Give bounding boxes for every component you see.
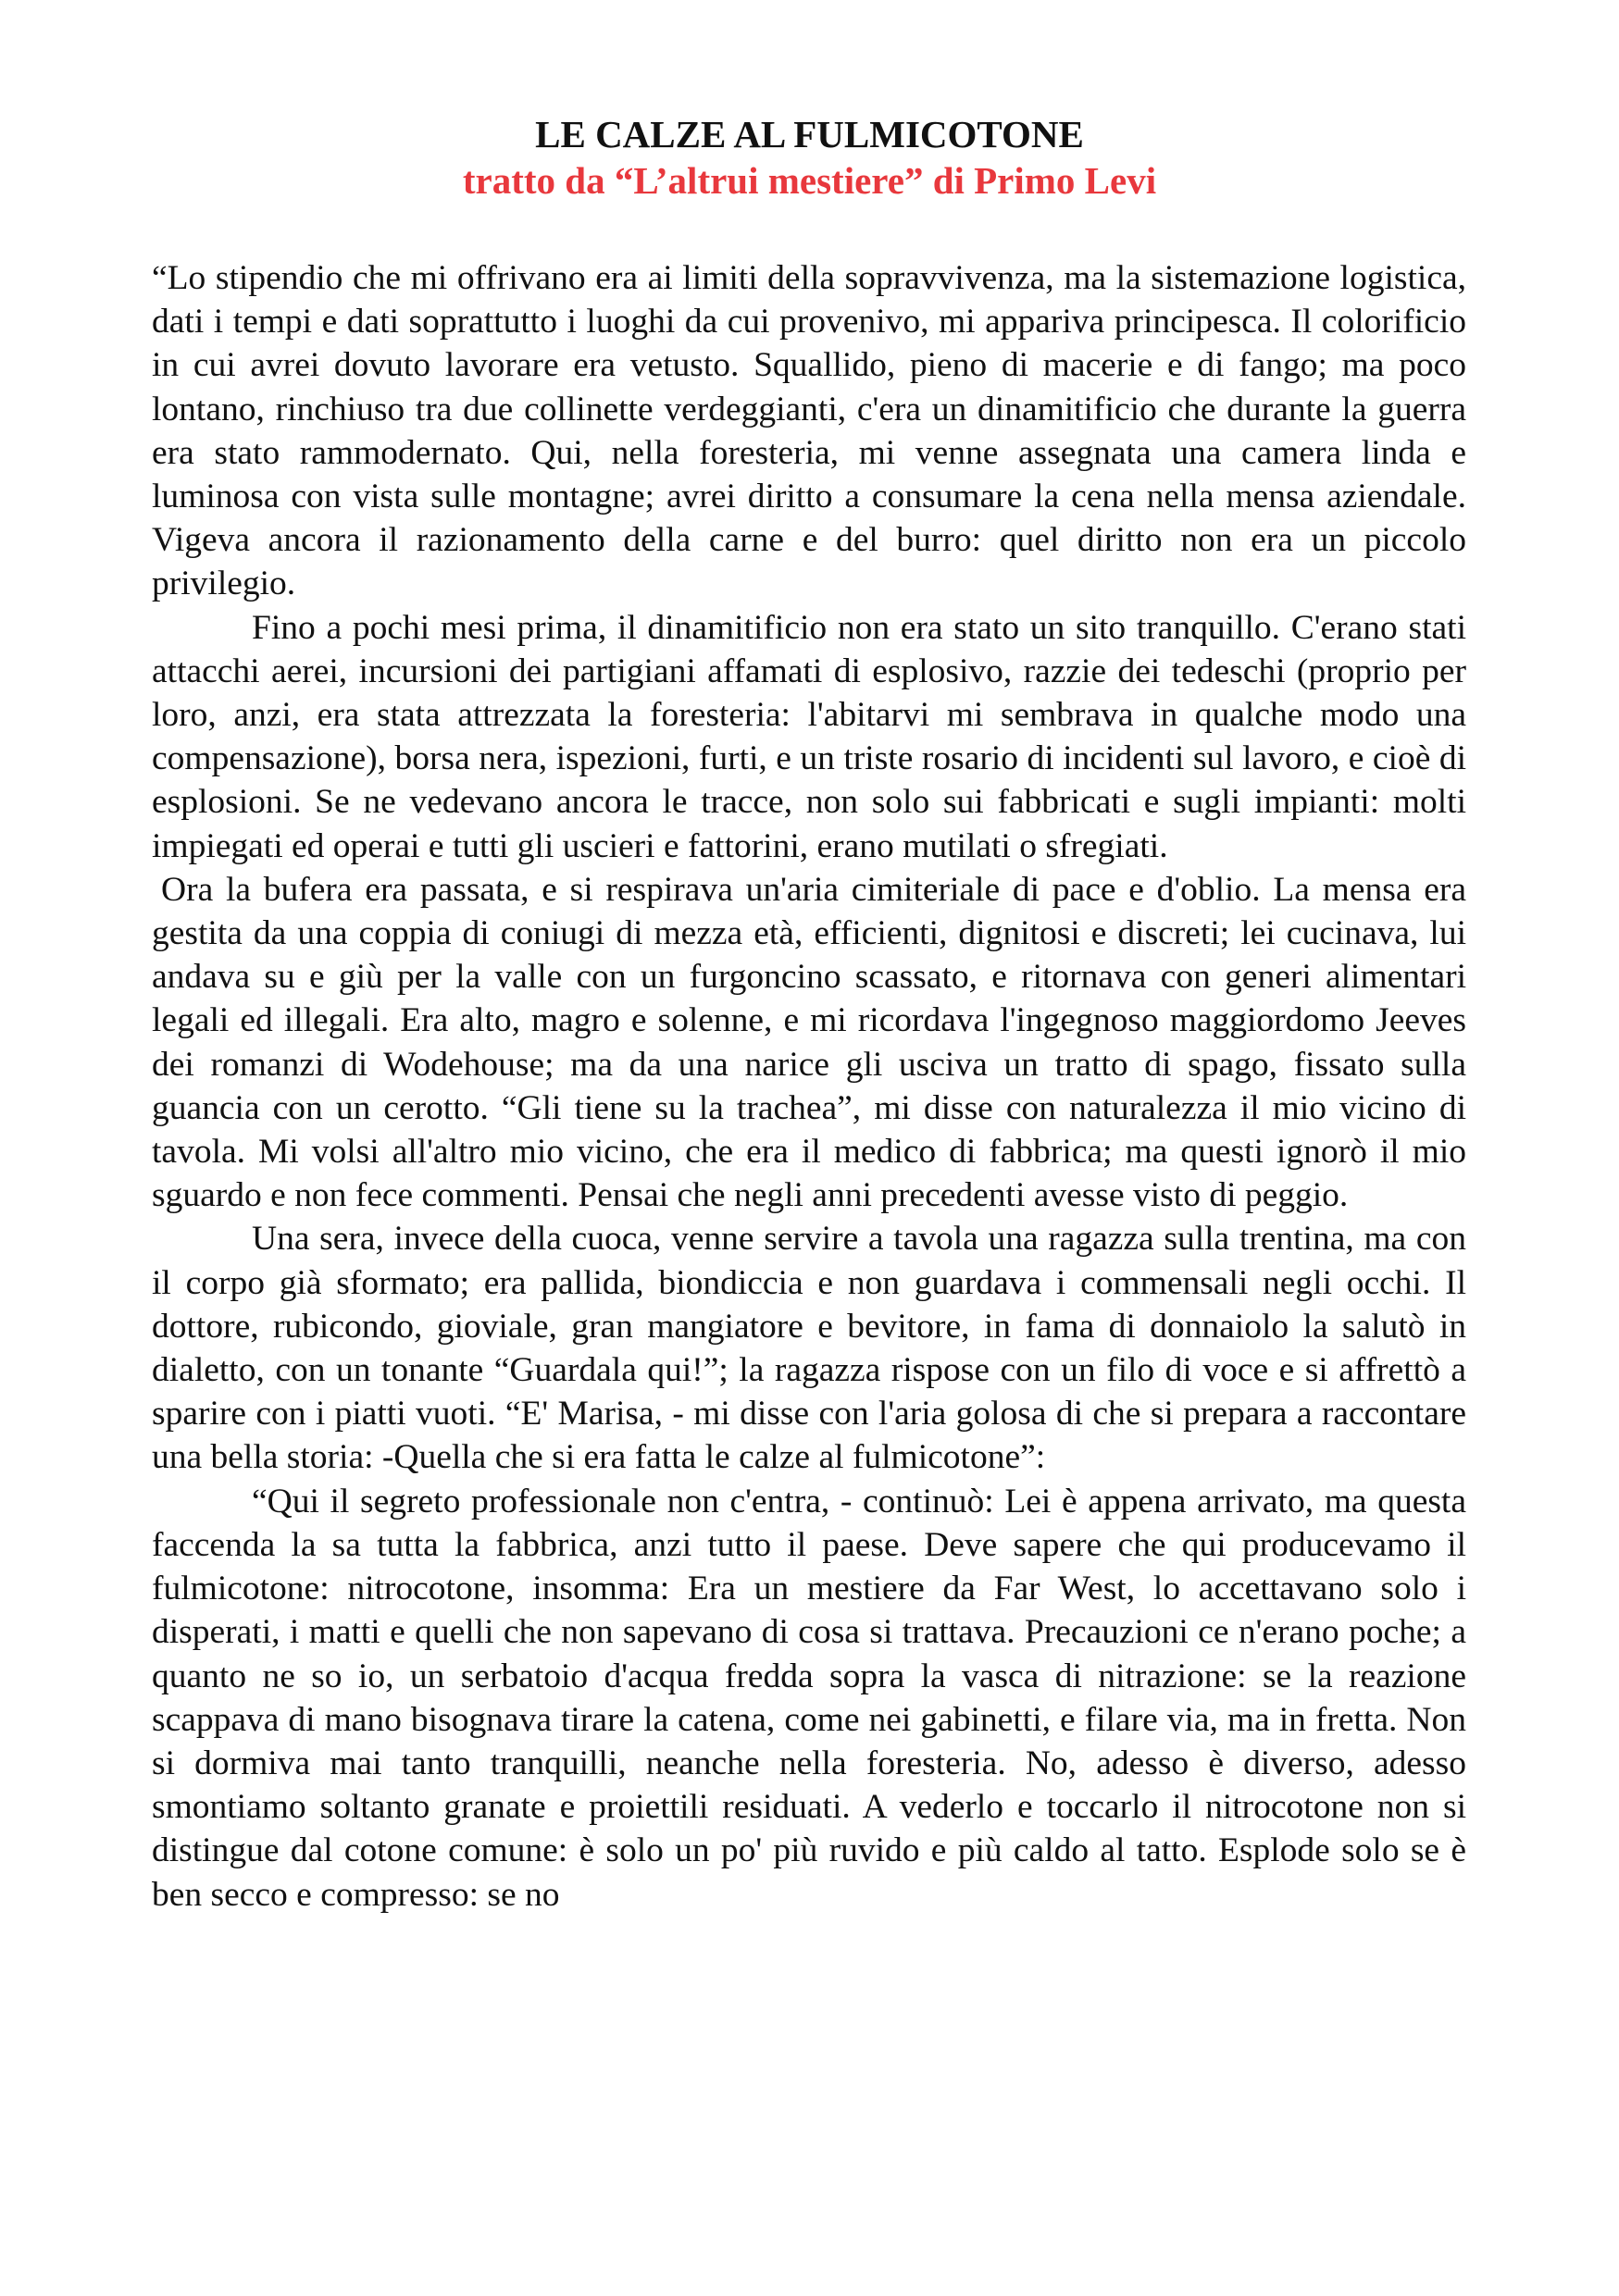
paragraph-1: “Lo stipendio che mi offrivano era ai limiti della sopravvivenza, ma la sistemazione logistica, dati i tempi e dati soprattutto i luoghi da cui provenivo, mi appariva principesca. Il colorificio in cui avrei dovuto lavorare era vetusto. Squallido, pieno di macerie e di fango; ma poco lontano, rinchiuso tra due collinette verdeggianti, c'era un dinamitificio che durante la guerra era stato rammodernato. Qui, nella foresteria, mi venne assegnata una camera linda e luminosa con vista sulle montagne; avrei diritto a consumare la cena nella mensa aziendale. Vigeva ancora il razionamento della carne e del burro: quel diritto non era un piccolo privilegio.	[152, 259, 1466, 603]
paragraph-5: “Qui il segreto professionale non c'entra, - continuò: Lei è appena arrivato, ma questa faccenda la sa tutta la fabbrica, anzi tutto il paese. Deve sapere che qui producevamo il fulmicotone: nitrocotone, insomma: Era un mestiere da Far West, lo accettavano solo i disperati, i matti e quelli che non sapevano di cosa si trattava. Precauzioni ce n'erano poche; a quanto ne so io, un serbatoio d'acqua fredda sopra la vasca di nitrazione: se la reazione scappava di mano bisognava tirare la catena, come nei gabinetti, e filare via, ma in fretta. Non si dormiva mai tanto tranquilli, neanche nella foresteria. No, adesso è diverso, adesso smontiamo soltanto granate e proiettili residuati. A vederlo e toccarlo il nitrocotone non si distingue dal cotone comune: è solo un po' più ruvido e più caldo al tatto. Esplode solo se è ben secco e compresso: se no	[152, 1482, 1466, 1914]
paragraph-2: Fino a pochi mesi prima, il dinamitificio non era stato un sito tranquillo. C'erano stati attacchi aerei, incursioni dei partigiani affamati di esplosivo, razzie dei tedeschi (proprio per loro, anzi, era stata attrezzata la foresteria: l'abitarvi mi sembrava in qualche modo una compensazione), borsa nera, ispezioni, furti, e un triste rosario di incidenti sul lavoro, e cioè di esplosioni. Se ne vedevano ancora le tracce, non solo sui fabbricati e sugli impianti: molti impiegati ed operai e tutti gli uscieri e fattorini, erano mutilati o sfregiati.	[152, 608, 1466, 865]
document-body	[152, 256, 1466, 1917]
document-title: LE CALZE AL FULMICOTONE	[535, 113, 1084, 155]
paragraph-4: Una sera, invece della cuoca, venne servire a tavola una ragazza sulla trentina, ma con il corpo già sformato; era pallida, biondiccia e non guardava i commensali negli occhi. Il dottore, rubicondo, gioviale, gran mangiatore e bevitore, in fama di donnaiolo la salutò in dialetto, con un tonante “Guardala qui!”; la ragazza rispose con un filo di voce e si affrettò a sparire con i piatti vuoti. “E' Marisa, - mi disse con l'aria golosa di che si prepara a raccontare una bella storia: -Quella che si era fatta le calze al fulmicotone”:	[152, 1220, 1466, 1477]
paragraph-3: Ora la bufera era passata, e si respirava un'aria cimiteriale di pace e d'oblio. La mensa era gestita da una coppia di coniugi di mezza età, efficienti, dignitosi e discreti; lei cucinava, lui andava su e giù per la valle con un furgoncino scassato, e ritornava con generi alimentari legali ed illegali. Era alto, magro e solenne, e mi ricordava l'ingegnoso maggiordomo Jeeves dei romanzi di Wodehouse; ma da una narice gli usciva un tratto di spago, fissato sulla guancia con un cerotto. “Gli tiene su la trachea”, mi disse con naturalezza il mio vicino di tavola. Mi volsi all'altro mio vicino, che era il medico di fabbrica; ma questi ignorò il mio sguardo e non fece commenti. Pensai che negli anni precedenti avesse visto di peggio.	[152, 870, 1466, 1215]
document-subtitle: tratto da “L’altrui mestiere” di Primo Levi	[462, 159, 1157, 202]
document-header	[0, 111, 1619, 204]
